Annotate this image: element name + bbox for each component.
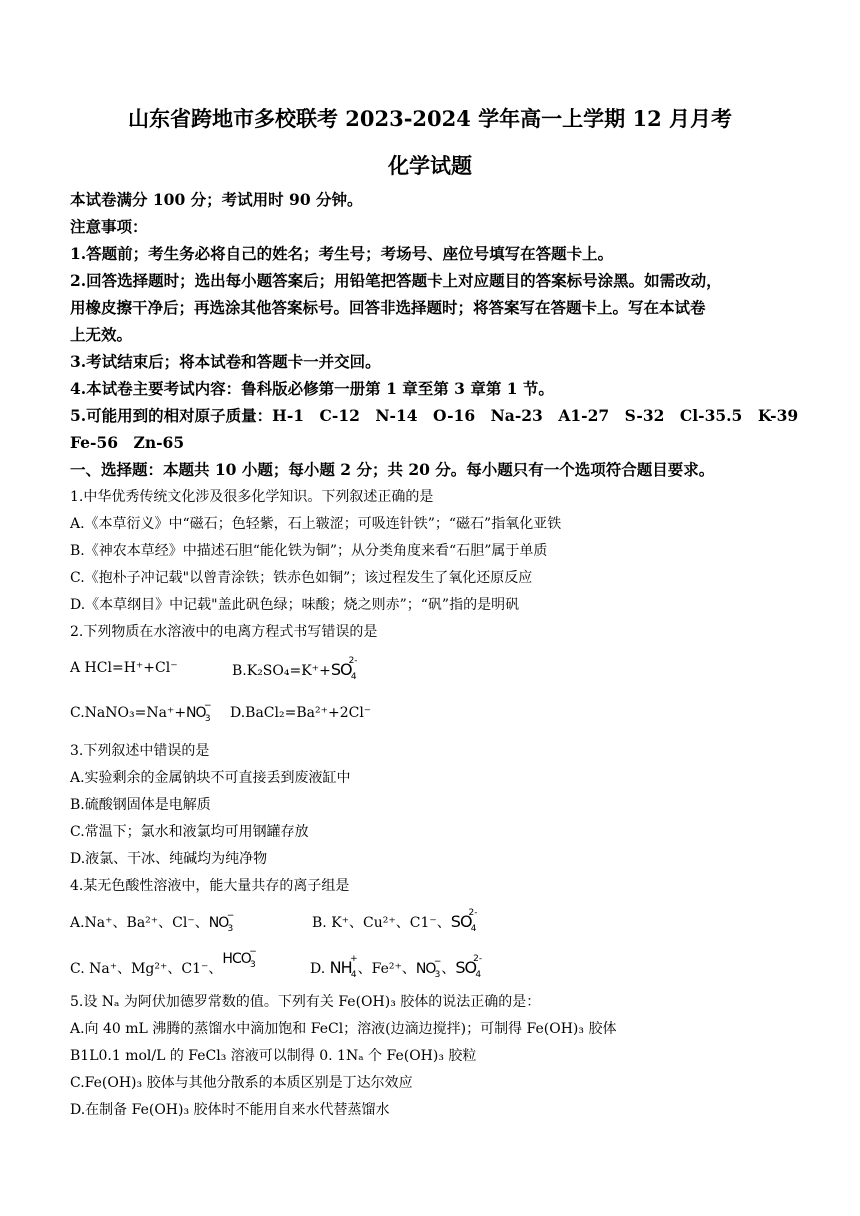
q1-option-b: B.《神农本草经》中描述石胆“能化铁为铜”；从分类角度来看“石胆”属于单质 (70, 543, 548, 559)
sulfate-ion: SO 2- 4 (455, 954, 483, 980)
score-info: 本试卷满分 100 分；考试用时 90 分钟。 (70, 190, 363, 209)
q4-option-d-mid: 、Fe²⁺、 (357, 961, 416, 977)
note-2a: 2.回答选择题时；选出每小题答案后；用铅笔把答题卡上对应题目的答案标号涂黑。如需改动， (70, 271, 722, 290)
q4-option-d-label: D. (310, 961, 326, 977)
q5-option-c: C.Fe(OH)₃ 胶体与其他分散系的本质区别是丁达尔效应 (70, 1075, 413, 1091)
note-3: 3.考试结束后；将本试卷和答题卡一并交回。 (70, 352, 381, 371)
q5-stem: 5.设 Nₐ 为阿伏加德罗常数的值。下列有关 Fe(OH)₃ 胶体的说法正确的是： (70, 994, 541, 1010)
q4-option-a-text: A.Na⁺、Ba²⁺、Cl⁻、 (70, 915, 209, 931)
q2-option-d: D.BaCl₂=Ba²⁺+2Cl⁻ (230, 705, 372, 721)
section-heading: 一、选择题：本题共 10 小题；每小题 2 分；共 20 分。每小题只有一个选项符合题目要求。 (70, 460, 715, 479)
q1-option-d: D.《本草纲目》中记载"盖此矾色绿；味酸；烧之则赤”；“矾”指的是明矾 (70, 597, 520, 613)
q2-option-c-text: C.NaNO₃=Na⁺+ (70, 705, 187, 721)
q3-option-d: D.液氯、干冰、纯碱均为纯净物 (70, 851, 268, 867)
note-1: 1.答题前；考生务必将自己的姓名；考生号；考场号、座位号填写在答题卡上。 (70, 244, 614, 263)
nitrate-ion: NO − 3 (186, 701, 212, 724)
nitrate-ion: NO − 3 (208, 911, 235, 934)
q4-option-c-text: C. Na⁺、Mg²⁺、C1⁻、 (70, 961, 223, 977)
note-2c: 上无效。 (70, 325, 133, 344)
q1-option-c: C.《抱朴子冲记载"以曾青涂铁；铁赤色如铜”；该过程发生了氧化还原反应 (70, 570, 533, 586)
bicarbonate-ion: HCO − 3 (222, 947, 257, 970)
q3-stem: 3.下列叙述中错误的是 (70, 743, 210, 759)
q2-option-b-text: B.K₂SO₄=K⁺+ (232, 663, 331, 679)
q2-option-a: A HCl=H⁺+Cl⁻ (70, 660, 178, 676)
q3-option-a: A.实验剩余的金属钠块不可直接丢到废液缸中 (70, 770, 351, 786)
note-4: 4.本试卷主要考试内容：鲁科版必修第一册第 1 章至第 3 章第 1 节。 (70, 379, 554, 398)
q3-option-b: B.硫酸钢固体是电解质 (70, 797, 211, 813)
q4-option-c (70, 947, 257, 978)
q1-option-a: A.《本草衍义》中“磁石；色轻紫，石上皲涩；可吸连针铁”；“磁石”指氧化亚铁 (70, 516, 562, 532)
ammonium-ion: NH + 4 (329, 954, 358, 980)
q1-stem: 1.中华优秀传统文化涉及很多化学知识。下列叙述正确的是 (70, 489, 434, 505)
sulfate-ion: SO 2- 4 (330, 656, 358, 682)
q5-option-b: B1L0.1 mol/L 的 FeCl₃ 溶液可以制得 0. 1Nₐ 个 Fe(OH)₃ 胶粒 (70, 1048, 477, 1064)
notes-heading: 注意事项： (70, 217, 148, 236)
q3-option-c: C.常温下；氯水和液氯均可用钢罐存放 (70, 824, 309, 840)
q5-option-d: D.在制备 Fe(OH)₃ 胶体时不能用自来水代替蒸馏水 (70, 1102, 390, 1118)
note-2b: 用橡皮擦干净后；再选涂其他答案标号。回答非选择题时；将答案写在答题卡上。写在本试卷 (70, 298, 706, 317)
exam-title: 山东省跨地市多校联考 2023-2024 学年高一上学期 12 月月考 (127, 106, 733, 131)
q2-option-c (70, 701, 212, 724)
note-5a: 5.可能用到的相对原子质量：H-1 C-12 N-14 O-16 Na-23 A1-27 S-32 Cl-35.5 K-39 (70, 406, 799, 425)
q4-option-b-text: B. K⁺、Cu²⁺、C1⁻、 (312, 915, 451, 931)
q4-option-d-sep: 、 (441, 961, 456, 977)
sulfate-ion: SO 2- 4 (450, 908, 478, 934)
nitrate-ion: NO − 3 (415, 957, 442, 980)
q4-stem: 4.某无色酸性溶液中，能大量共存的离子组是 (70, 878, 350, 894)
q5-option-a: A.向 40 mL 沸腾的蒸馏水中滴加饱和 FeCl；溶液(边滴边搅拌)；可制得 Fe(OH)₃ 胶体 (70, 1021, 617, 1037)
q2-option-b (232, 656, 358, 682)
q2-stem: 2.下列物质在水溶液中的电离方程式书写错误的是 (70, 624, 378, 640)
note-5b: Fe-56 Zn-65 (70, 433, 185, 452)
q4-option-d (310, 954, 483, 980)
exam-subtitle: 化学试题 (388, 153, 472, 178)
q4-option-a (70, 912, 234, 932)
q4-option-b (312, 908, 478, 934)
